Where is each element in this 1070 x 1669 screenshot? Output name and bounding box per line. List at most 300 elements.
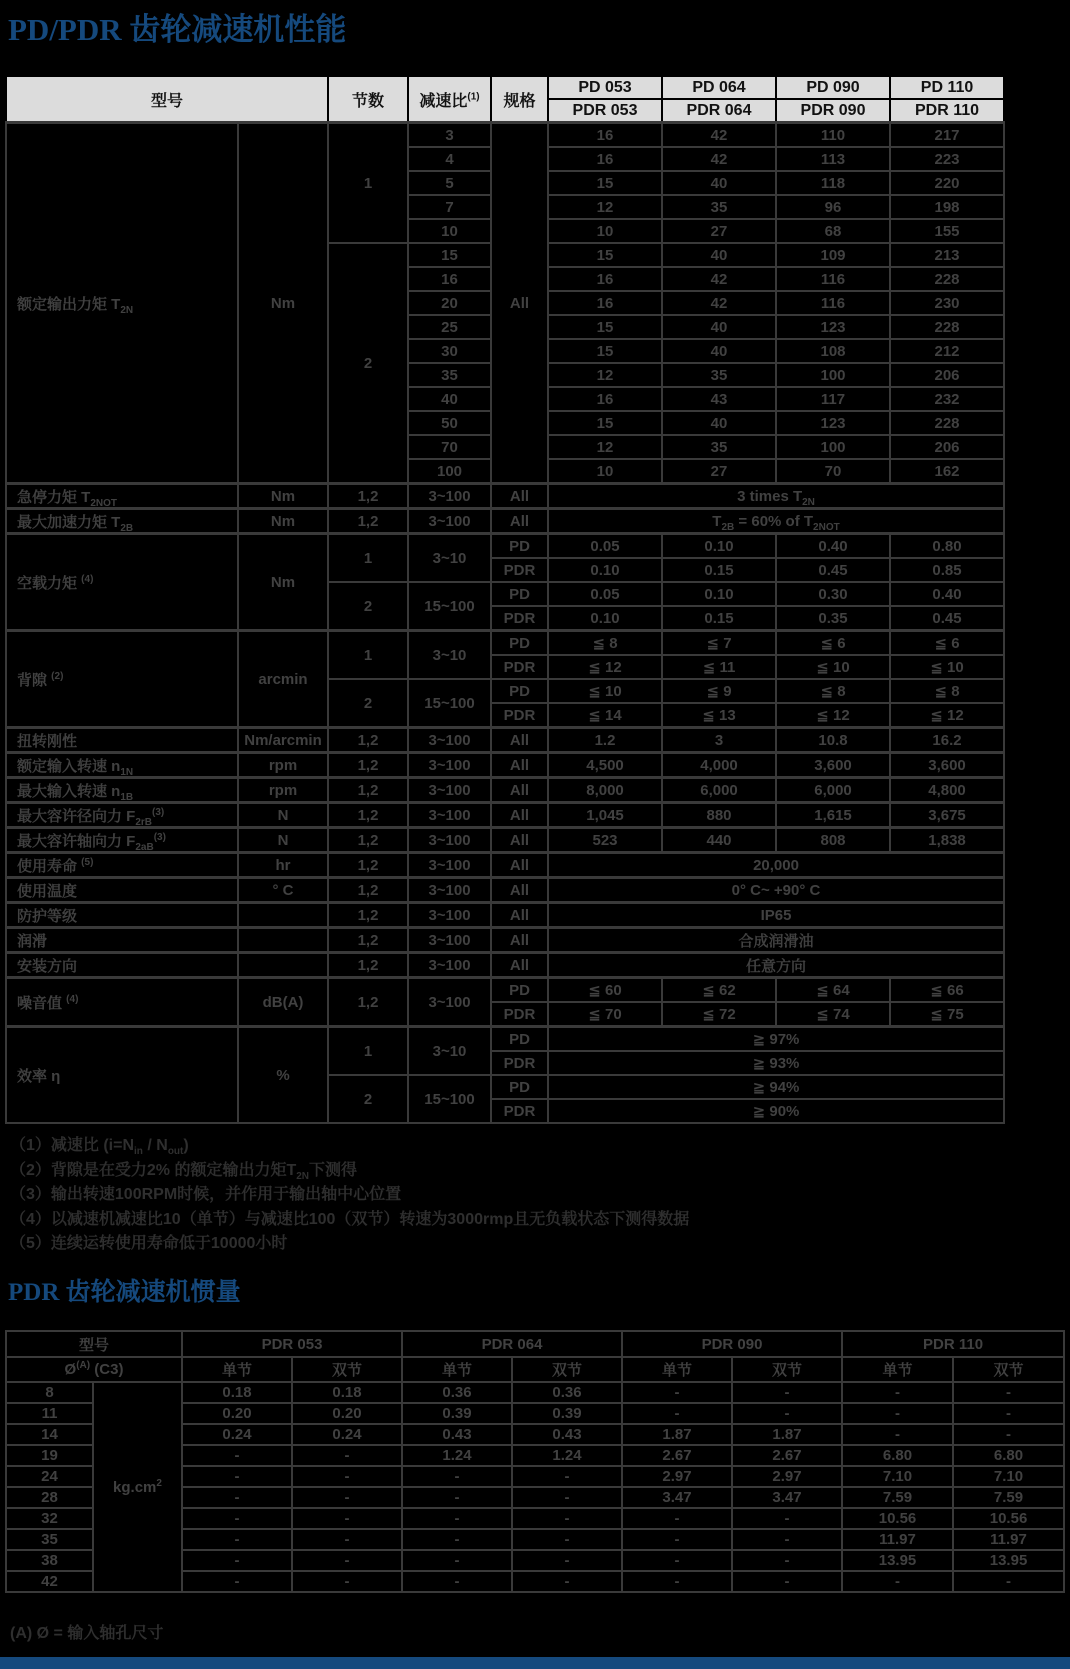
data-cell: 6.80	[842, 1445, 953, 1466]
data-cell: 3.47	[732, 1487, 842, 1508]
header-cell: 节数	[328, 76, 408, 123]
data-cell: 110	[776, 123, 890, 148]
data-cell: 3,600	[776, 753, 890, 778]
bottom-accent-bar	[0, 1657, 1070, 1669]
data-cell: 11.97	[842, 1529, 953, 1550]
data-cell: 40	[662, 243, 776, 267]
data-cell: ≧ 94%	[548, 1075, 1004, 1099]
data-cell: N	[238, 803, 328, 828]
data-cell: 10.56	[953, 1508, 1064, 1529]
data-cell: 40	[408, 387, 491, 411]
data-cell: 2	[328, 679, 408, 728]
data-cell: 0.15	[662, 558, 776, 582]
data-cell: 合成润滑油	[548, 928, 1004, 953]
data-cell: PD	[491, 582, 548, 606]
header-cell: 型号	[6, 1331, 182, 1357]
data-cell: 空载力矩 $^{(4)}$	[6, 534, 238, 631]
data-cell: PDR	[491, 655, 548, 679]
data-cell: 24	[6, 1466, 93, 1487]
data-cell: 1,615	[776, 803, 890, 828]
data-cell: 1,2	[328, 903, 408, 928]
data-cell: -	[953, 1571, 1064, 1592]
data-cell: PD	[491, 534, 548, 559]
data-cell: -	[402, 1550, 512, 1571]
data-cell: 7	[408, 195, 491, 219]
data-cell: rpm	[238, 778, 328, 803]
data-cell: All	[491, 828, 548, 853]
data-cell: 4	[408, 147, 491, 171]
header-cell: PDR 110	[842, 1331, 1064, 1357]
data-cell: 3~100	[408, 978, 491, 1027]
data-cell: 880	[662, 803, 776, 828]
data-cell: -	[402, 1508, 512, 1529]
header-cell: 双节	[512, 1357, 622, 1382]
data-cell: 212	[890, 339, 1004, 363]
data-cell: 0.36	[512, 1382, 622, 1403]
data-cell: 0.43	[512, 1424, 622, 1445]
header-cell: 单节	[182, 1357, 292, 1382]
data-cell: 1.24	[512, 1445, 622, 1466]
data-cell: 28	[6, 1487, 93, 1508]
data-cell: 19	[6, 1445, 93, 1466]
data-cell: 0.15	[662, 606, 776, 631]
data-cell: All	[491, 484, 548, 509]
data-cell: 额定输出力矩 $T_{2N}$	[6, 123, 238, 484]
header-cell: 单节	[622, 1357, 732, 1382]
data-cell: 16.2	[890, 728, 1004, 753]
data-cell: 232	[890, 387, 1004, 411]
data-cell: -	[842, 1424, 953, 1445]
data-cell: -	[512, 1487, 622, 1508]
data-cell: 20	[408, 291, 491, 315]
data-cell: %	[238, 1027, 328, 1124]
data-cell: -	[182, 1466, 292, 1487]
data-cell: ≧ 90%	[548, 1099, 1004, 1123]
data-cell: Nm/arcmin	[238, 728, 328, 753]
header-cell: PDR 110	[890, 99, 1004, 123]
data-cell: 15	[548, 243, 662, 267]
data-cell: -	[842, 1403, 953, 1424]
data-cell: 10	[408, 219, 491, 243]
data-cell: ≦ 10	[890, 655, 1004, 679]
data-cell: 10.56	[842, 1508, 953, 1529]
data-cell: 4,800	[890, 778, 1004, 803]
data-cell: rpm	[238, 753, 328, 778]
data-cell: -	[292, 1466, 402, 1487]
data-cell: 使用寿命 $^{(5)}$	[6, 853, 238, 878]
data-cell: 35	[408, 363, 491, 387]
data-cell: 42	[6, 1571, 93, 1592]
data-cell: ≦ 10	[548, 679, 662, 703]
data-cell: -	[622, 1403, 732, 1424]
data-cell: 防护等级	[6, 903, 238, 928]
data-cell: 3~100	[408, 778, 491, 803]
header-cell: PDR 090	[776, 99, 890, 123]
data-cell: 198	[890, 195, 1004, 219]
data-cell	[238, 928, 328, 953]
data-cell: 0.18	[292, 1382, 402, 1403]
footnote-line: （3）输出转速100RPM时候，并作用于输出轴中心位置	[10, 1186, 402, 1203]
page-title-performance: PD/PDR 齿轮减速机性能	[8, 12, 347, 47]
data-cell: Nm	[238, 534, 328, 631]
data-cell: 162	[890, 459, 1004, 484]
data-cell: 223	[890, 147, 1004, 171]
data-cell: 0.40	[776, 534, 890, 559]
header-cell: PDR 053	[182, 1331, 402, 1357]
data-cell: 16	[548, 147, 662, 171]
header-cell: PD 064	[662, 76, 776, 99]
data-cell: hr	[238, 853, 328, 878]
data-cell: -	[182, 1487, 292, 1508]
data-cell: 10.8	[776, 728, 890, 753]
data-cell: All	[491, 878, 548, 903]
data-cell: 2.67	[732, 1445, 842, 1466]
footnotes	[10, 1134, 689, 1257]
data-cell: ≦ 70	[548, 1002, 662, 1027]
data-cell: 背隙 $^{(2)}$	[6, 631, 238, 728]
data-cell: 7.59	[953, 1487, 1064, 1508]
data-cell: 1,2	[328, 509, 408, 534]
data-cell: 0.18	[182, 1382, 292, 1403]
data-cell: -	[182, 1508, 292, 1529]
data-cell: 12	[548, 435, 662, 459]
header-cell: PDR 064	[402, 1331, 622, 1357]
data-cell: 噪音值 $^{(4)}$	[6, 978, 238, 1027]
data-cell: 70	[776, 459, 890, 484]
data-cell: 0° C~ +90° C	[548, 878, 1004, 903]
data-cell: 效率 η	[6, 1027, 238, 1124]
data-cell: PDR	[491, 703, 548, 728]
footnote-a: (A) Ø = 输入轴孔尺寸	[10, 1625, 164, 1642]
data-cell: -	[402, 1487, 512, 1508]
data-cell: 3,600	[890, 753, 1004, 778]
data-cell: 2.97	[622, 1466, 732, 1487]
data-cell: -	[182, 1550, 292, 1571]
data-cell: 5	[408, 171, 491, 195]
data-cell: Nm	[238, 484, 328, 509]
data-cell: 0.40	[890, 582, 1004, 606]
data-cell: ≦ 64	[776, 978, 890, 1003]
data-cell: PD	[491, 679, 548, 703]
data-cell: 42	[662, 147, 776, 171]
data-cell: 3.47	[622, 1487, 732, 1508]
data-cell: 123	[776, 315, 890, 339]
data-cell	[238, 903, 328, 928]
data-cell: 1,2	[328, 953, 408, 978]
data-cell: 2.97	[732, 1466, 842, 1487]
header-cell: PD 090	[776, 76, 890, 99]
data-cell: All	[491, 753, 548, 778]
data-cell: -	[622, 1382, 732, 1403]
data-cell: 0.10	[548, 606, 662, 631]
data-cell: 0.10	[548, 558, 662, 582]
data-cell: -	[732, 1508, 842, 1529]
data-cell: 16	[548, 267, 662, 291]
data-cell: -	[402, 1466, 512, 1487]
data-cell: 27	[662, 459, 776, 484]
data-cell: 3~100	[408, 728, 491, 753]
data-cell: All	[491, 928, 548, 953]
data-cell: 3~100	[408, 928, 491, 953]
header-cell: 单节	[402, 1357, 512, 1382]
data-cell: 3~100	[408, 953, 491, 978]
data-cell: 16	[408, 267, 491, 291]
data-cell: 206	[890, 363, 1004, 387]
data-cell: 35	[6, 1529, 93, 1550]
header-cell: PDR 064	[662, 99, 776, 123]
data-cell: All	[491, 953, 548, 978]
data-cell: 1,2	[328, 853, 408, 878]
data-cell: 0.35	[776, 606, 890, 631]
data-cell: 155	[890, 219, 1004, 243]
data-cell: 1.24	[402, 1445, 512, 1466]
data-cell: 2	[328, 1075, 408, 1123]
data-cell: 11	[6, 1403, 93, 1424]
data-cell: 3~100	[408, 803, 491, 828]
data-cell: -	[622, 1550, 732, 1571]
data-cell: 7.10	[842, 1466, 953, 1487]
data-cell: -	[182, 1571, 292, 1592]
data-cell: 440	[662, 828, 776, 853]
data-cell: -	[292, 1550, 402, 1571]
data-cell: 15	[548, 315, 662, 339]
data-cell: 3~10	[408, 631, 491, 680]
data-cell: 16	[548, 291, 662, 315]
footnote-line: （4）以减速机减速比10（单节）与减速比100（双节）转速为3000rmp且无负载状态下测得数据	[10, 1210, 690, 1228]
data-cell: 30	[408, 339, 491, 363]
data-cell: 1,2	[328, 828, 408, 853]
data-cell: 1.2	[548, 728, 662, 753]
data-cell: All	[491, 903, 548, 928]
header-cell: 减速比$^{(1)}$	[408, 76, 491, 123]
data-cell: ≦ 8	[776, 679, 890, 703]
data-cell: 0.36	[402, 1382, 512, 1403]
data-cell: ≦ 13	[662, 703, 776, 728]
data-cell: -	[402, 1529, 512, 1550]
data-cell: 70	[408, 435, 491, 459]
data-cell: -	[732, 1382, 842, 1403]
data-cell: ≦ 74	[776, 1002, 890, 1027]
data-cell: 0.05	[548, 534, 662, 559]
data-cell: 206	[890, 435, 1004, 459]
data-cell: -	[622, 1571, 732, 1592]
data-cell: 8,000	[548, 778, 662, 803]
data-cell: 0.05	[548, 582, 662, 606]
data-cell: 40	[662, 411, 776, 435]
data-cell: 1	[328, 123, 408, 244]
data-cell: 急停力矩 $T_{2NOT}$	[6, 484, 238, 509]
data-cell: PDR	[491, 1099, 548, 1123]
data-cell: ≧ 93%	[548, 1051, 1004, 1075]
data-cell: ≦ 12	[548, 655, 662, 679]
data-cell: 1,2	[328, 978, 408, 1027]
data-cell: dB(A)	[238, 978, 328, 1027]
header-cell: PDR 090	[622, 1331, 842, 1357]
data-cell: 12	[548, 195, 662, 219]
data-cell: ≦ 6	[776, 631, 890, 656]
data-cell: 3	[662, 728, 776, 753]
data-cell: -	[512, 1571, 622, 1592]
data-cell: $T_{2B} = 60\%$ of $T_{2NOT}$	[548, 509, 1004, 534]
data-cell: 最大输入转速 $n_{1B}$	[6, 778, 238, 803]
data-cell: ≦ 6	[890, 631, 1004, 656]
data-cell: 3~100	[408, 753, 491, 778]
data-cell: 15~100	[408, 1075, 491, 1123]
data-cell: 0.43	[402, 1424, 512, 1445]
data-cell: -	[182, 1445, 292, 1466]
data-cell: ≦ 62	[662, 978, 776, 1003]
footnote-line: （2）背隙是在受力2% 的额定输出力矩$T_{2N}$下测得	[10, 1161, 358, 1182]
data-cell: PDR	[491, 606, 548, 631]
data-cell: All	[491, 123, 548, 484]
data-cell: -	[842, 1571, 953, 1592]
data-cell: 108	[776, 339, 890, 363]
data-cell: 6,000	[776, 778, 890, 803]
header-cell: 双节	[732, 1357, 842, 1382]
data-cell: ≦ 72	[662, 1002, 776, 1027]
data-cell: -	[512, 1529, 622, 1550]
data-cell: 10	[548, 459, 662, 484]
data-cell: 0.80	[890, 534, 1004, 559]
data-cell: 42	[662, 123, 776, 148]
data-cell: 38	[6, 1550, 93, 1571]
header-cell: $Ø^{(A)}$ (C3)	[6, 1357, 182, 1382]
data-cell: 1	[328, 1027, 408, 1076]
header-cell: PDR 053	[548, 99, 662, 123]
data-cell: 230	[890, 291, 1004, 315]
data-cell: PDR	[491, 1002, 548, 1027]
performance-table	[5, 75, 1005, 1124]
data-cell: 1,2	[328, 928, 408, 953]
data-cell: 42	[662, 267, 776, 291]
data-cell: 2	[328, 243, 408, 484]
data-cell	[238, 953, 328, 978]
data-cell: 109	[776, 243, 890, 267]
data-cell: 117	[776, 387, 890, 411]
data-cell: 25	[408, 315, 491, 339]
data-cell: 100	[776, 435, 890, 459]
data-cell: 13.95	[842, 1550, 953, 1571]
data-cell: 6.80	[953, 1445, 1064, 1466]
data-cell: PD	[491, 1075, 548, 1099]
data-cell: 0.45	[776, 558, 890, 582]
data-cell: arcmin	[238, 631, 328, 728]
data-cell: 2.67	[622, 1445, 732, 1466]
data-cell: 0.85	[890, 558, 1004, 582]
data-cell: 0.24	[182, 1424, 292, 1445]
data-cell: 3~100	[408, 903, 491, 928]
data-cell: All	[491, 728, 548, 753]
data-cell: 6,000	[662, 778, 776, 803]
data-cell: -	[953, 1403, 1064, 1424]
data-cell: -	[292, 1571, 402, 1592]
header-cell: 规格	[491, 76, 548, 123]
data-cell: 3~100	[408, 509, 491, 534]
data-cell: 27	[662, 219, 776, 243]
data-cell: $kg.cm^2$	[93, 1382, 182, 1592]
footnote-line: （5）连续运转使用寿命低于10000小时	[10, 1235, 288, 1252]
data-cell: 1	[328, 631, 408, 680]
data-cell: 3~100	[408, 878, 491, 903]
data-cell: -	[953, 1382, 1064, 1403]
data-cell: 40	[662, 339, 776, 363]
data-cell: 7.10	[953, 1466, 1064, 1487]
data-cell: ≦ 8	[890, 679, 1004, 703]
data-cell: 15~100	[408, 582, 491, 631]
data-cell: -	[732, 1529, 842, 1550]
data-cell: 1,2	[328, 484, 408, 509]
data-cell: 40	[662, 315, 776, 339]
data-cell: 2	[328, 582, 408, 631]
data-cell: 213	[890, 243, 1004, 267]
data-cell: 1,2	[328, 803, 408, 828]
data-cell: PDR	[491, 1051, 548, 1075]
data-cell: 10	[548, 219, 662, 243]
inertia-table	[5, 1330, 1065, 1593]
data-cell: 116	[776, 267, 890, 291]
data-cell: -	[622, 1508, 732, 1529]
data-cell: -	[512, 1508, 622, 1529]
data-cell: 50	[408, 411, 491, 435]
data-cell: 1.87	[622, 1424, 732, 1445]
data-cell: 43	[662, 387, 776, 411]
data-cell: 1,045	[548, 803, 662, 828]
data-cell: -	[732, 1571, 842, 1592]
data-cell: ≦ 7	[662, 631, 776, 656]
data-cell: 1,2	[328, 753, 408, 778]
header-cell: 双节	[292, 1357, 402, 1382]
data-cell: 3	[408, 123, 491, 148]
data-cell: N	[238, 828, 328, 853]
data-cell: -	[182, 1529, 292, 1550]
data-cell: 润滑	[6, 928, 238, 953]
data-cell: 113	[776, 147, 890, 171]
data-cell: 808	[776, 828, 890, 853]
data-cell: 1,838	[890, 828, 1004, 853]
data-cell: 523	[548, 828, 662, 853]
data-cell: 最大加速力矩 $T_{2B}$	[6, 509, 238, 534]
data-cell: 20,000	[548, 853, 1004, 878]
data-cell: Nm	[238, 123, 328, 484]
data-cell: 123	[776, 411, 890, 435]
data-cell: ≦ 66	[890, 978, 1004, 1003]
data-cell: 任意方向	[548, 953, 1004, 978]
header-cell: 单节	[842, 1357, 953, 1382]
data-cell: 14	[6, 1424, 93, 1445]
data-cell: 35	[662, 363, 776, 387]
data-cell: 15	[408, 243, 491, 267]
data-cell: ≦ 12	[890, 703, 1004, 728]
data-cell: IP65	[548, 903, 1004, 928]
data-cell: -	[402, 1571, 512, 1592]
data-cell: ≦ 11	[662, 655, 776, 679]
data-cell: 220	[890, 171, 1004, 195]
data-cell: 68	[776, 219, 890, 243]
data-cell: PD	[491, 631, 548, 656]
data-cell: -	[732, 1550, 842, 1571]
data-cell: -	[292, 1445, 402, 1466]
data-cell: 100	[408, 459, 491, 484]
data-cell: 116	[776, 291, 890, 315]
header-cell: 型号	[6, 76, 328, 123]
data-cell: 使用温度	[6, 878, 238, 903]
data-cell: 15	[548, 171, 662, 195]
data-cell: Nm	[238, 509, 328, 534]
data-cell: -	[842, 1382, 953, 1403]
data-cell: 安装方向	[6, 953, 238, 978]
data-cell: 0.20	[292, 1403, 402, 1424]
data-cell: 1,2	[328, 728, 408, 753]
